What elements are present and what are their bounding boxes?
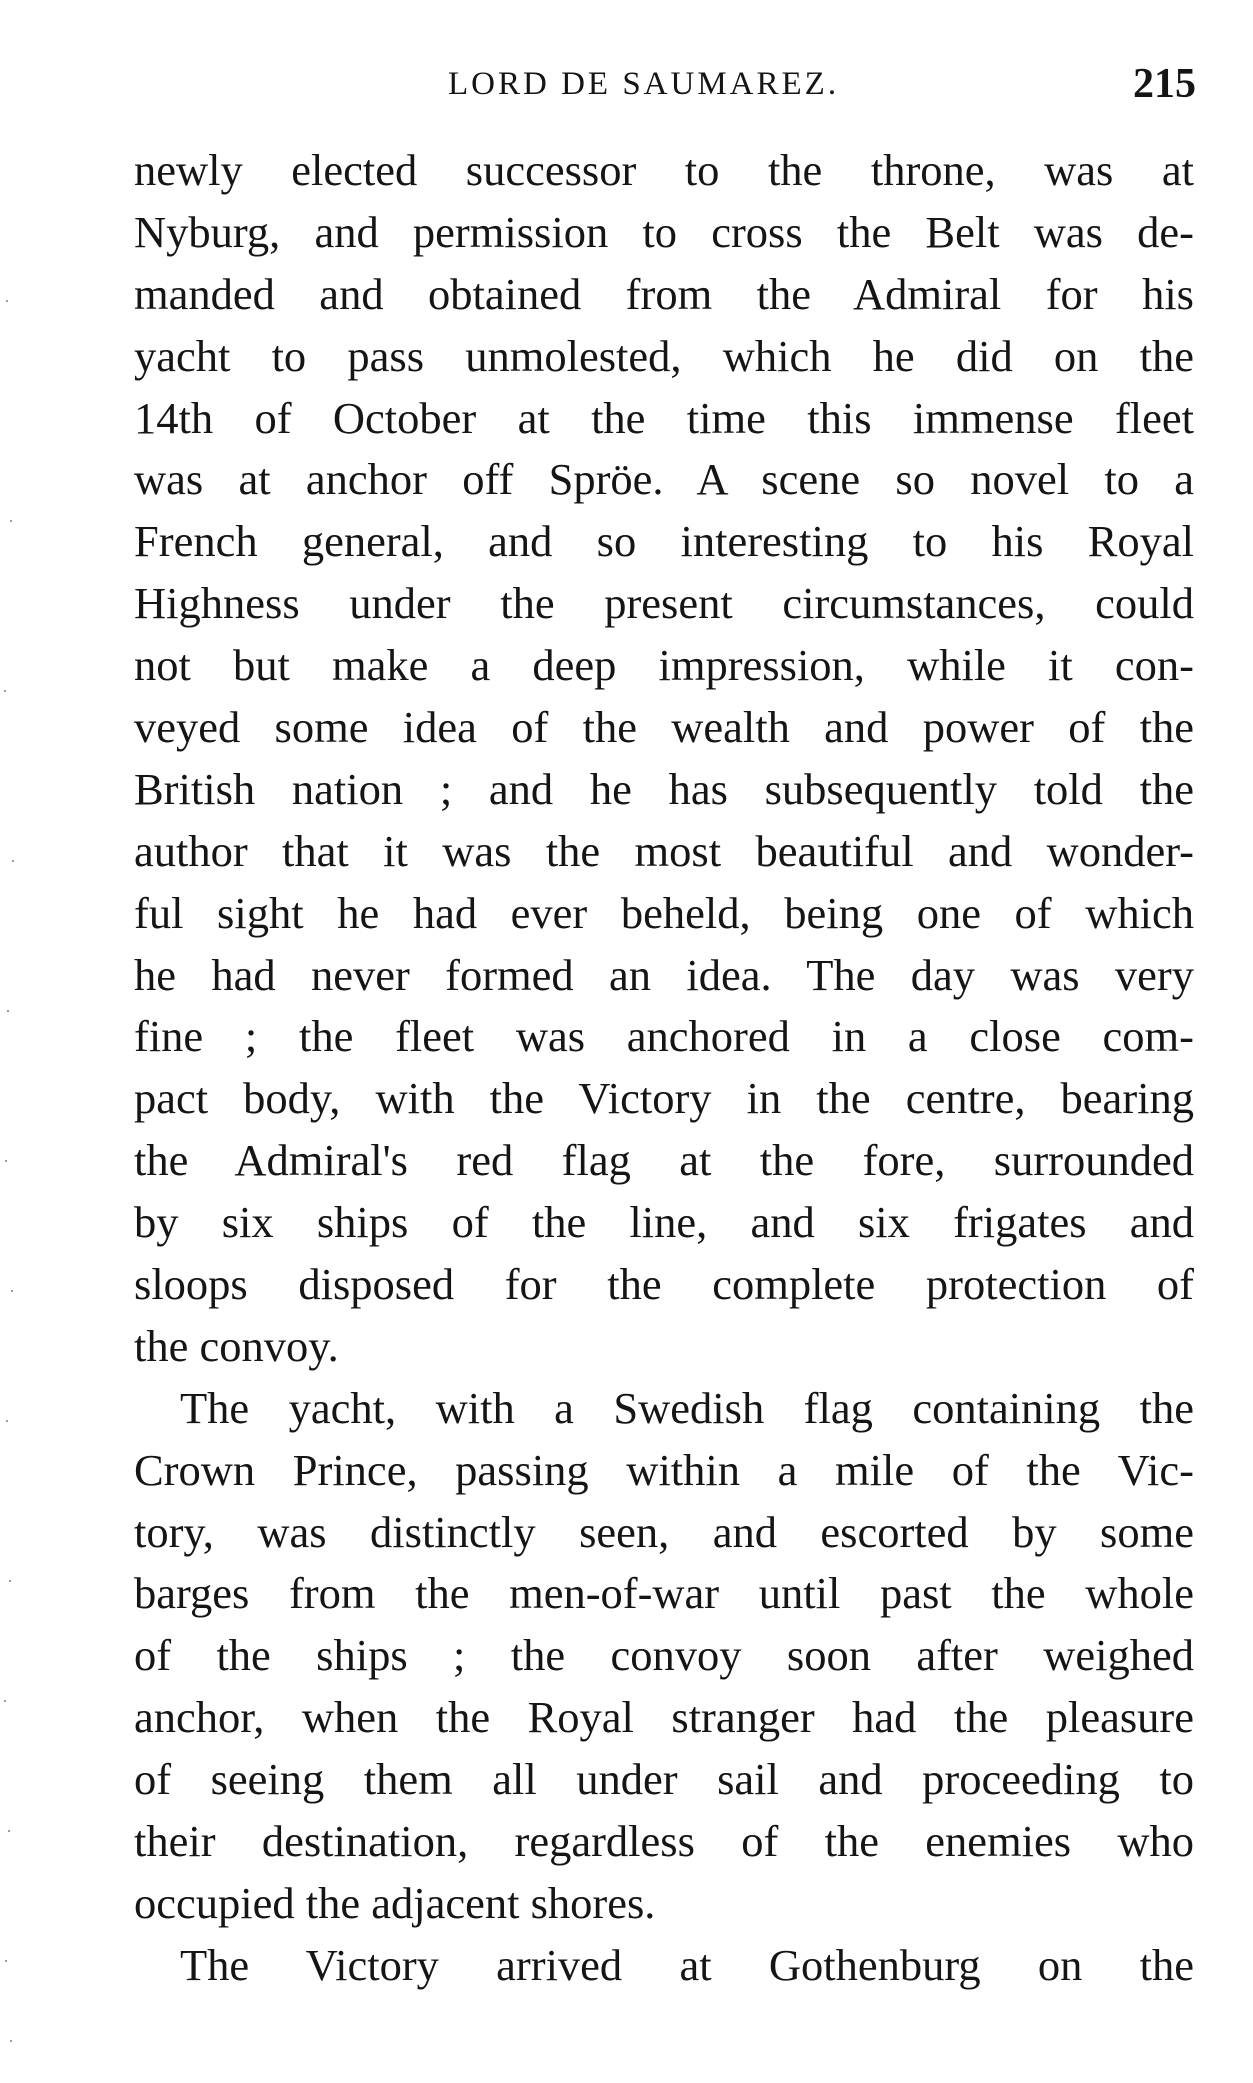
text-line: ful sight he had ever beheld, being one of which <box>134 887 1194 938</box>
text-line: yacht to pass unmolested, which he did on the <box>134 330 1194 381</box>
paragraph-first-line: The yacht, with a Swedish flag containing the <box>180 1382 1194 1433</box>
text-line: the convoy. <box>134 1320 339 1371</box>
text-line: he had never formed an idea. The day was very <box>134 949 1194 1000</box>
text-line: British nation ; and he has subsequently told the <box>134 763 1194 814</box>
text-line: anchor, when the Royal stranger had the pleasure <box>134 1692 1194 1743</box>
text-line: of seeing them all under sail and proceeding to <box>134 1754 1194 1805</box>
text-line: occupied the adjacent shores. <box>134 1877 656 1928</box>
text-line: the Admiral's red flag at the fore, surrounded <box>134 1135 1194 1186</box>
text-line: of the ships ; the convoy soon after weighed <box>134 1630 1194 1681</box>
text-line: their destination, regardless of the enemies who <box>134 1816 1194 1867</box>
text-line: barges from the men-of-war until past the whole <box>134 1568 1194 1619</box>
text-line: Nyburg, and permission to cross the Belt was de- <box>134 206 1194 257</box>
page-edge-specks <box>0 0 30 2083</box>
text-line: sloops disposed for the complete protection of <box>134 1259 1194 1310</box>
text-line: not but make a deep impression, while it con- <box>134 640 1194 691</box>
text-line: fine ; the fleet was anchored in a close com- <box>134 1011 1194 1062</box>
text-line: tory, was distinctly seen, and escorted by some <box>134 1506 1194 1557</box>
body-text <box>134 140 1194 1997</box>
running-header <box>136 61 1196 116</box>
text-line: 14th of October at the time this immense fleet <box>134 392 1194 443</box>
text-line: Crown Prince, passing within a mile of the Vic- <box>134 1444 1194 1495</box>
text-line: was at anchor off Spröe. A scene so novel to a <box>134 454 1194 505</box>
text-line: veyed some idea of the wealth and power of the <box>134 702 1194 753</box>
text-line: pact body, with the Victory in the centre, bearing <box>134 1073 1194 1124</box>
text-line: manded and obtained from the Admiral for his <box>134 268 1194 319</box>
page-number: 215 <box>1133 61 1196 107</box>
text-line: Highness under the present circumstances, could <box>134 578 1194 629</box>
text-line: author that it was the most beautiful and wonder- <box>134 825 1194 876</box>
text-line: French general, and so interesting to his Royal <box>134 516 1194 567</box>
running-title: LORD DE SAUMAREZ. <box>448 66 840 102</box>
paragraph-first-line: The Victory arrived at Gothenburg on the <box>180 1939 1194 1990</box>
text-line: newly elected successor to the throne, was at <box>134 145 1194 195</box>
text-line: by six ships of the line, and six frigates and <box>134 1197 1194 1248</box>
